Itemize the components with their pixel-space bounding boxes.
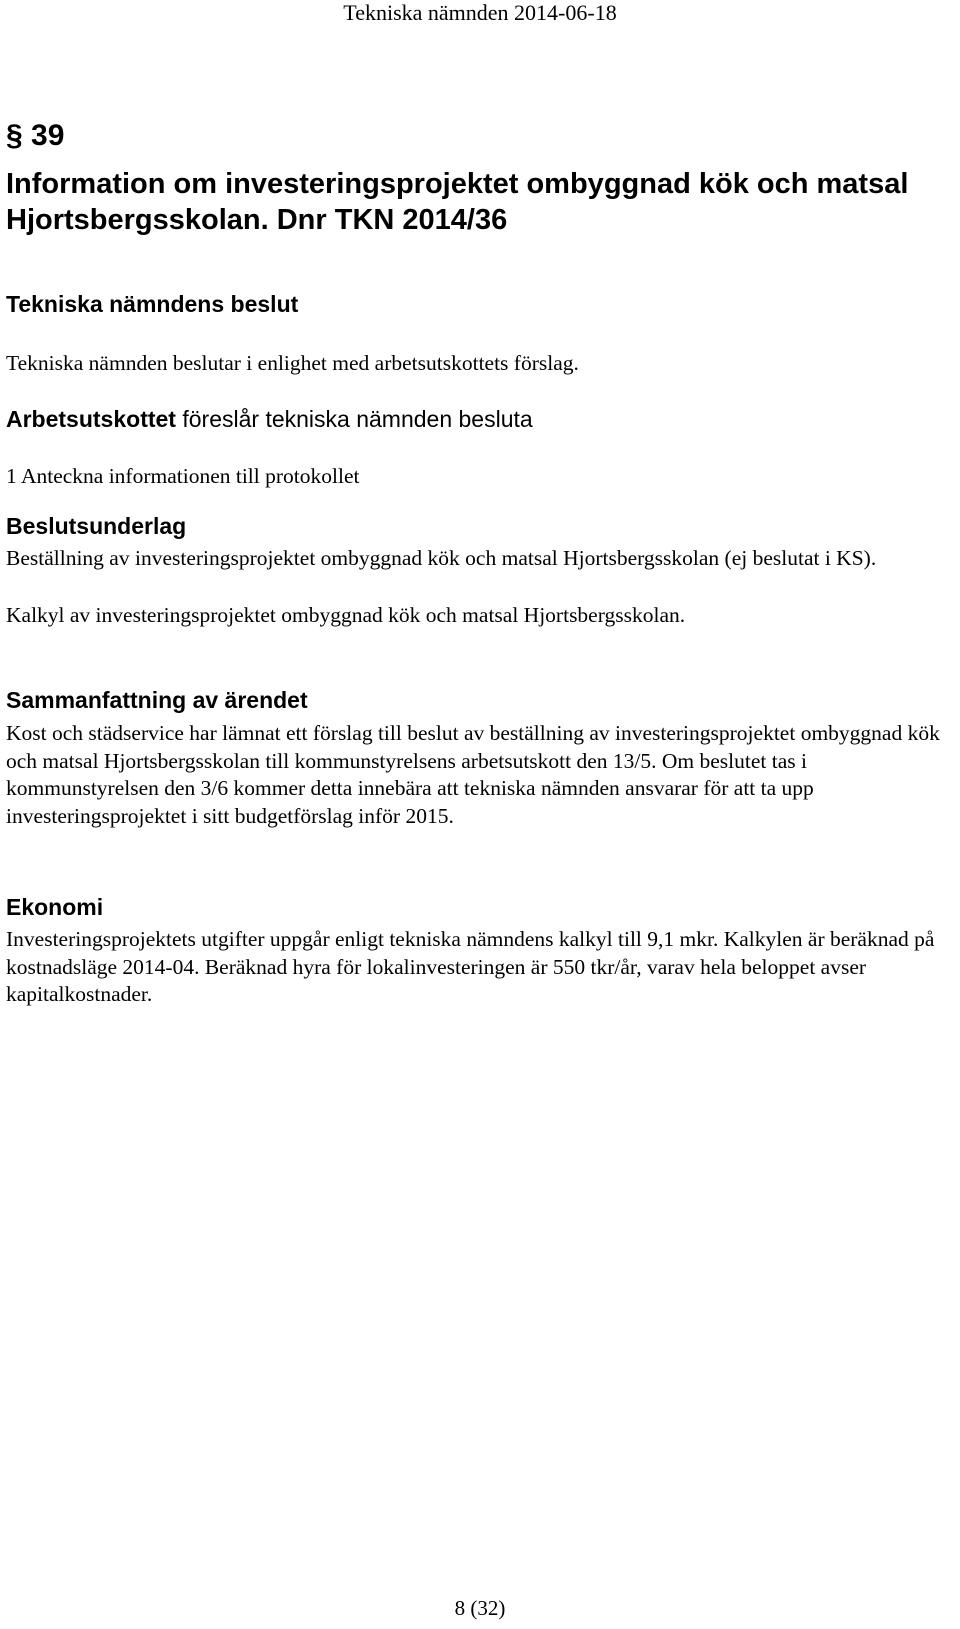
summary-text: Kost och städservice har lämnat ett förslag till beslut av beställning av investeringsprojektet ombyggnad kök och matsal Hjortsbergsskolan till kommunstyrelsens arbetsutskott den 13/5. Om beslutet tas i kommunstyrelsen den 3/6 kommer detta innebära att tekniska nämnden ansvarar för att ta upp investeringsprojektet i sitt budgetförslag inför 2015. — [6, 721, 940, 828]
basis-item-2: Kalkyl av investeringsprojektet ombyggnad kök och matsal Hjortsbergsskolan. — [6, 603, 686, 627]
economy-text: Investeringsprojektets utgifter uppgår enligt tekniska nämndens kalkyl till 9,1 mkr. Kalkylen är beräknad på kostnadsläge 2014-04. Beräknad hyra för lokalinvesteringen är 550 tkr/år, varav hela beloppet avser kapitalkostnader. — [6, 927, 935, 1006]
decision-text: Tekniska nämnden beslutar i enlighet med arbetsutskottets förslag. — [6, 351, 579, 375]
page-number: 8 (32) — [454, 1596, 506, 1620]
economy-heading: Ekonomi — [6, 894, 104, 920]
proposal-heading-bold: Arbetsutskottet — [6, 406, 176, 432]
decision-heading: Tekniska nämndens beslut — [6, 291, 299, 317]
document-title: Information om investeringsprojektet ombyggnad kök och matsal Hjortsbergsskolan. Dnr TKN 2014/36 — [6, 168, 909, 236]
proposal-heading-rest: föreslår tekniska nämnden besluta — [175, 406, 533, 432]
section-number-value: 39 — [31, 119, 65, 152]
basis-item-1: Beställning av investeringsprojektet ombyggnad kök och matsal Hjortsbergsskolan (ej beslutat i KS). — [6, 546, 877, 570]
proposal-item: 1 Anteckna informationen till protokollet — [6, 464, 360, 488]
basis-heading: Beslutsunderlag — [6, 513, 187, 539]
section-number — [6, 118, 64, 154]
page-header: Tekniska nämnden 2014-06-18 — [343, 0, 617, 25]
summary-heading: Sammanfattning av ärendet — [6, 687, 308, 713]
section-symbol: § — [6, 119, 23, 152]
proposal-heading — [6, 405, 533, 433]
